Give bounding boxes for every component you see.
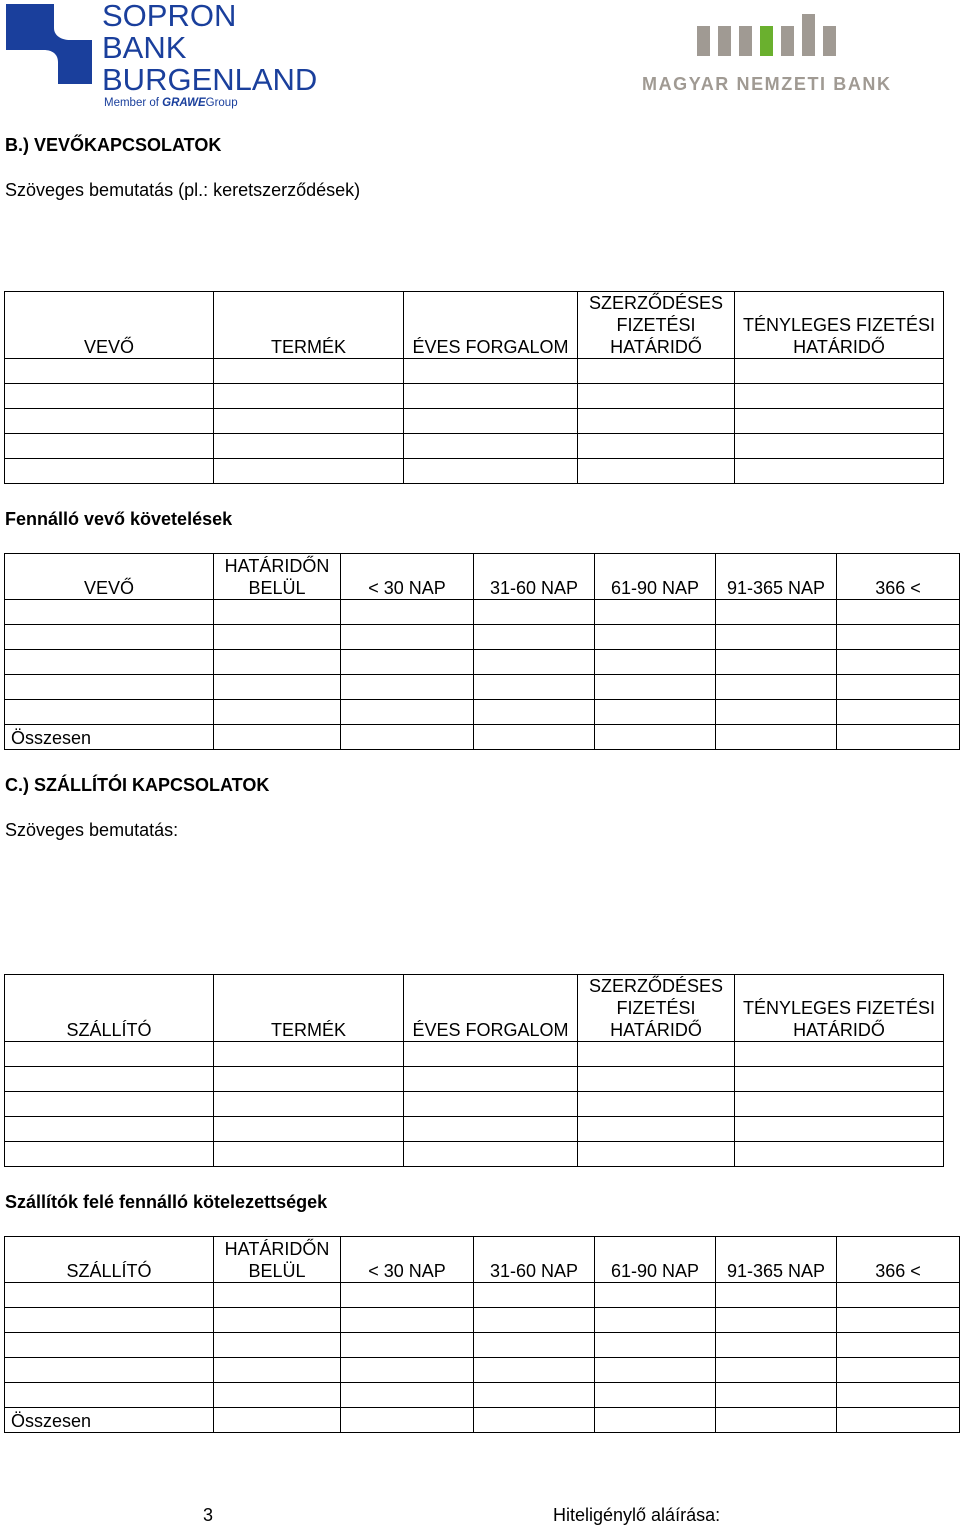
liabilities-title: Szállítók felé fennálló kötelezettségek: [5, 1192, 328, 1212]
table-cell[interactable]: [5, 600, 214, 625]
table-cell[interactable]: [735, 1117, 944, 1142]
table-cell[interactable]: [837, 1358, 960, 1383]
table-cell[interactable]: [837, 1283, 960, 1308]
header-cell: ÉVES FORGALOM: [404, 292, 578, 359]
table-row: [5, 1383, 960, 1408]
table-row: [5, 675, 960, 700]
section-b-description: Szöveges bemutatás (pl.: keretszerződések): [5, 180, 361, 200]
table-cell[interactable]: [595, 1308, 716, 1333]
table-cell[interactable]: [595, 650, 716, 675]
table-cell[interactable]: [5, 459, 214, 484]
header-cell: SZÁLLÍTÓ: [5, 1237, 214, 1283]
table-cell[interactable]: [5, 434, 214, 459]
table-cell[interactable]: [716, 1308, 837, 1333]
section-b-title: B.) VEVŐKAPCSOLATOK: [5, 135, 222, 155]
table-row: [5, 1308, 960, 1333]
table-cell[interactable]: [214, 1142, 404, 1167]
table-row: [5, 1042, 944, 1067]
page-number: 3: [203, 1505, 214, 1525]
header-cell: HATÁRIDŐN BELÜL: [214, 554, 341, 600]
table-cell[interactable]: [5, 1358, 214, 1383]
table-cell[interactable]: [214, 1333, 341, 1358]
table-cell[interactable]: [716, 725, 837, 750]
table-cell[interactable]: [214, 1408, 341, 1433]
table-cell[interactable]: [214, 384, 404, 409]
table-cell[interactable]: [5, 1092, 214, 1117]
header-cell: 31-60 NAP: [474, 1237, 595, 1283]
table-cell[interactable]: [404, 409, 578, 434]
table-cell[interactable]: [735, 1067, 944, 1092]
table-cell[interactable]: [837, 725, 960, 750]
table-cell[interactable]: [578, 1092, 735, 1117]
table-cell[interactable]: [5, 1308, 214, 1333]
table-cell[interactable]: [837, 600, 960, 625]
table-cell[interactable]: [578, 459, 735, 484]
table-cell[interactable]: [716, 1383, 837, 1408]
header-cell: ÉVES FORGALOM: [404, 975, 578, 1042]
table-cell[interactable]: [474, 1383, 595, 1408]
table-cell[interactable]: [5, 384, 214, 409]
svg-text:SOPRON: SOPRON: [102, 0, 237, 33]
table-cell[interactable]: [341, 700, 474, 725]
table-cell[interactable]: [214, 434, 404, 459]
table-cell[interactable]: [474, 1308, 595, 1333]
table-cell[interactable]: [404, 384, 578, 409]
table-cell[interactable]: [837, 1408, 960, 1433]
table-cell[interactable]: [214, 1117, 404, 1142]
header-cell: 91-365 NAP: [716, 1237, 837, 1283]
table-row: [5, 600, 960, 625]
header-cell: 366 <: [837, 554, 960, 600]
table-cell[interactable]: [595, 1333, 716, 1358]
table-cell[interactable]: [474, 725, 595, 750]
table-cell[interactable]: [716, 700, 837, 725]
table-cell[interactable]: [837, 1383, 960, 1408]
table-cell[interactable]: [341, 1383, 474, 1408]
supplier-relations-table: [4, 974, 944, 1167]
mnb-logo: [640, 10, 895, 95]
table-row: [5, 409, 944, 434]
table-cell[interactable]: [595, 1408, 716, 1433]
table-cell[interactable]: [578, 1067, 735, 1092]
total-row: [5, 725, 960, 750]
table-cell[interactable]: [214, 459, 404, 484]
table-row: [5, 384, 944, 409]
table-cell[interactable]: [735, 359, 944, 384]
table-cell[interactable]: [474, 1283, 595, 1308]
table-cell[interactable]: [5, 1117, 214, 1142]
liabilities-table: [4, 1236, 960, 1433]
header-cell: TERMÉK: [214, 975, 404, 1042]
header-cell: VEVŐ: [5, 554, 214, 600]
table-row: [5, 700, 960, 725]
header-cell: < 30 NAP: [341, 1237, 474, 1283]
header-cell: TERMÉK: [214, 292, 404, 359]
table-cell[interactable]: [5, 625, 214, 650]
table-cell[interactable]: [837, 1333, 960, 1358]
table-cell[interactable]: [5, 1067, 214, 1092]
table-cell[interactable]: [474, 625, 595, 650]
table-row: [5, 1358, 960, 1383]
svg-text:BURGENLAND: BURGENLAND: [102, 62, 318, 97]
signature-label: Hiteligénylő aláírása:: [553, 1505, 721, 1525]
table-cell[interactable]: [341, 1308, 474, 1333]
header-cell: TÉNYLEGES FIZETÉSI HATÁRIDŐ: [735, 292, 944, 359]
table-cell[interactable]: [214, 1283, 341, 1308]
table-cell[interactable]: [474, 1358, 595, 1383]
table-cell[interactable]: [341, 650, 474, 675]
table-cell[interactable]: [341, 1408, 474, 1433]
table-cell[interactable]: [474, 650, 595, 675]
header-cell: 61-90 NAP: [595, 554, 716, 600]
table-cell[interactable]: [214, 1042, 404, 1067]
table-cell[interactable]: [341, 600, 474, 625]
table-row: [5, 1117, 944, 1142]
table-cell[interactable]: [595, 675, 716, 700]
header-cell: < 30 NAP: [341, 554, 474, 600]
table-cell[interactable]: [404, 1092, 578, 1117]
table-cell[interactable]: [595, 625, 716, 650]
table-cell[interactable]: [474, 600, 595, 625]
receivables-title: Fennálló vevő követelések: [5, 509, 233, 529]
header-cell: VEVŐ: [5, 292, 214, 359]
table-cell[interactable]: [716, 1408, 837, 1433]
header-cell: SZERZŐDÉSES FIZETÉSI HATÁRIDŐ: [578, 975, 735, 1042]
table-row: [5, 650, 960, 675]
table-cell[interactable]: [214, 1383, 341, 1408]
section-c-title: C.) SZÁLLÍTÓI KAPCSOLATOK: [5, 775, 270, 795]
total-label: Összesen: [5, 1408, 214, 1433]
table-cell[interactable]: [214, 409, 404, 434]
header-cell: 61-90 NAP: [595, 1237, 716, 1283]
table-cell[interactable]: [735, 459, 944, 484]
table-cell[interactable]: [214, 650, 341, 675]
table-row: [5, 459, 944, 484]
table-cell[interactable]: [837, 700, 960, 725]
svg-text:BANK: BANK: [102, 30, 187, 65]
table-cell[interactable]: [595, 1358, 716, 1383]
table-cell[interactable]: [716, 675, 837, 700]
table-cell[interactable]: [474, 700, 595, 725]
table-cell[interactable]: [595, 1283, 716, 1308]
table-row: [5, 1067, 944, 1092]
table-cell[interactable]: [578, 359, 735, 384]
table-row: [5, 359, 944, 384]
table-cell[interactable]: [341, 1333, 474, 1358]
total-row: [5, 1408, 960, 1433]
table-cell[interactable]: [735, 384, 944, 409]
table-cell[interactable]: [5, 650, 214, 675]
header-cell: 366 <: [837, 1237, 960, 1283]
table-cell[interactable]: [578, 1142, 735, 1167]
table-cell[interactable]: [595, 700, 716, 725]
table-cell[interactable]: [214, 1358, 341, 1383]
customer-relations-table: [4, 291, 944, 484]
table-row: [5, 1333, 960, 1358]
table-cell[interactable]: [716, 1283, 837, 1308]
header-cell: SZERZŐDÉSES FIZETÉSI HATÁRIDŐ: [578, 292, 735, 359]
table-cell[interactable]: [341, 1283, 474, 1308]
table-cell[interactable]: [578, 1117, 735, 1142]
table-cell[interactable]: [5, 1383, 214, 1408]
table-cell[interactable]: [578, 434, 735, 459]
table-cell[interactable]: [474, 1408, 595, 1433]
table-cell[interactable]: [404, 434, 578, 459]
header-cell: 91-365 NAP: [716, 554, 837, 600]
table-header-row: [5, 1237, 960, 1283]
table-cell[interactable]: [5, 1142, 214, 1167]
table-cell[interactable]: [595, 1383, 716, 1408]
table-cell[interactable]: [5, 675, 214, 700]
table-cell[interactable]: [837, 650, 960, 675]
header-cell: 31-60 NAP: [474, 554, 595, 600]
table-cell[interactable]: [5, 409, 214, 434]
table-cell[interactable]: [404, 1117, 578, 1142]
table-cell[interactable]: [214, 675, 341, 700]
header-cell: TÉNYLEGES FIZETÉSI HATÁRIDŐ: [735, 975, 944, 1042]
table-cell[interactable]: [735, 434, 944, 459]
table-cell[interactable]: [735, 409, 944, 434]
table-cell[interactable]: [404, 459, 578, 484]
table-cell[interactable]: [214, 725, 341, 750]
table-cell[interactable]: [404, 1042, 578, 1067]
table-cell[interactable]: [214, 600, 341, 625]
table-cell[interactable]: [578, 409, 735, 434]
header-cell: SZÁLLÍTÓ: [5, 975, 214, 1042]
table-cell[interactable]: [5, 1283, 214, 1308]
table-cell[interactable]: [735, 1042, 944, 1067]
table-cell[interactable]: [5, 700, 214, 725]
sopron-bank-logo: [4, 0, 334, 112]
table-cell[interactable]: [474, 1333, 595, 1358]
table-row: [5, 1142, 944, 1167]
section-c-description: Szöveges bemutatás:: [5, 820, 179, 840]
total-label: Összesen: [5, 725, 214, 750]
table-cell[interactable]: [837, 1308, 960, 1333]
table-row: [5, 625, 960, 650]
header-cell: HATÁRIDŐN BELÜL: [214, 1237, 341, 1283]
table-cell[interactable]: [716, 600, 837, 625]
table-cell[interactable]: [5, 1333, 214, 1358]
table-cell[interactable]: [716, 1333, 837, 1358]
table-row: [5, 1092, 944, 1117]
table-cell[interactable]: [735, 1092, 944, 1117]
table-cell[interactable]: [341, 675, 474, 700]
table-cell[interactable]: [341, 1358, 474, 1383]
table-cell[interactable]: [474, 675, 595, 700]
table-cell[interactable]: [341, 725, 474, 750]
table-cell[interactable]: [716, 1358, 837, 1383]
table-cell[interactable]: [578, 384, 735, 409]
table-cell[interactable]: [214, 1308, 341, 1333]
table-cell[interactable]: [214, 1092, 404, 1117]
table-cell[interactable]: [214, 1067, 404, 1092]
table-cell[interactable]: [404, 359, 578, 384]
table-cell[interactable]: [716, 650, 837, 675]
table-cell[interactable]: [735, 1142, 944, 1167]
table-cell[interactable]: [214, 625, 341, 650]
svg-text:Member of GRAWEGroup: Member of GRAWEGroup: [104, 97, 238, 109]
table-header-row: [5, 975, 944, 1042]
table-cell[interactable]: [837, 675, 960, 700]
table-cell[interactable]: [404, 1142, 578, 1167]
table-cell[interactable]: [595, 600, 716, 625]
table-cell[interactable]: [5, 359, 214, 384]
table-header-row: [5, 554, 960, 600]
table-cell[interactable]: [341, 625, 474, 650]
table-cell[interactable]: [716, 625, 837, 650]
table-cell[interactable]: [214, 700, 341, 725]
table-cell[interactable]: [214, 359, 404, 384]
table-cell[interactable]: [5, 1042, 214, 1067]
table-cell[interactable]: [595, 725, 716, 750]
table-cell[interactable]: [404, 1067, 578, 1092]
table-row: [5, 1283, 960, 1308]
table-cell[interactable]: [837, 625, 960, 650]
table-cell[interactable]: [578, 1042, 735, 1067]
table-row: [5, 434, 944, 459]
table-header-row: [5, 292, 944, 359]
receivables-table: [4, 553, 960, 750]
svg-text:MAGYAR NEMZETI BANK: MAGYAR NEMZETI BANK: [642, 74, 890, 94]
